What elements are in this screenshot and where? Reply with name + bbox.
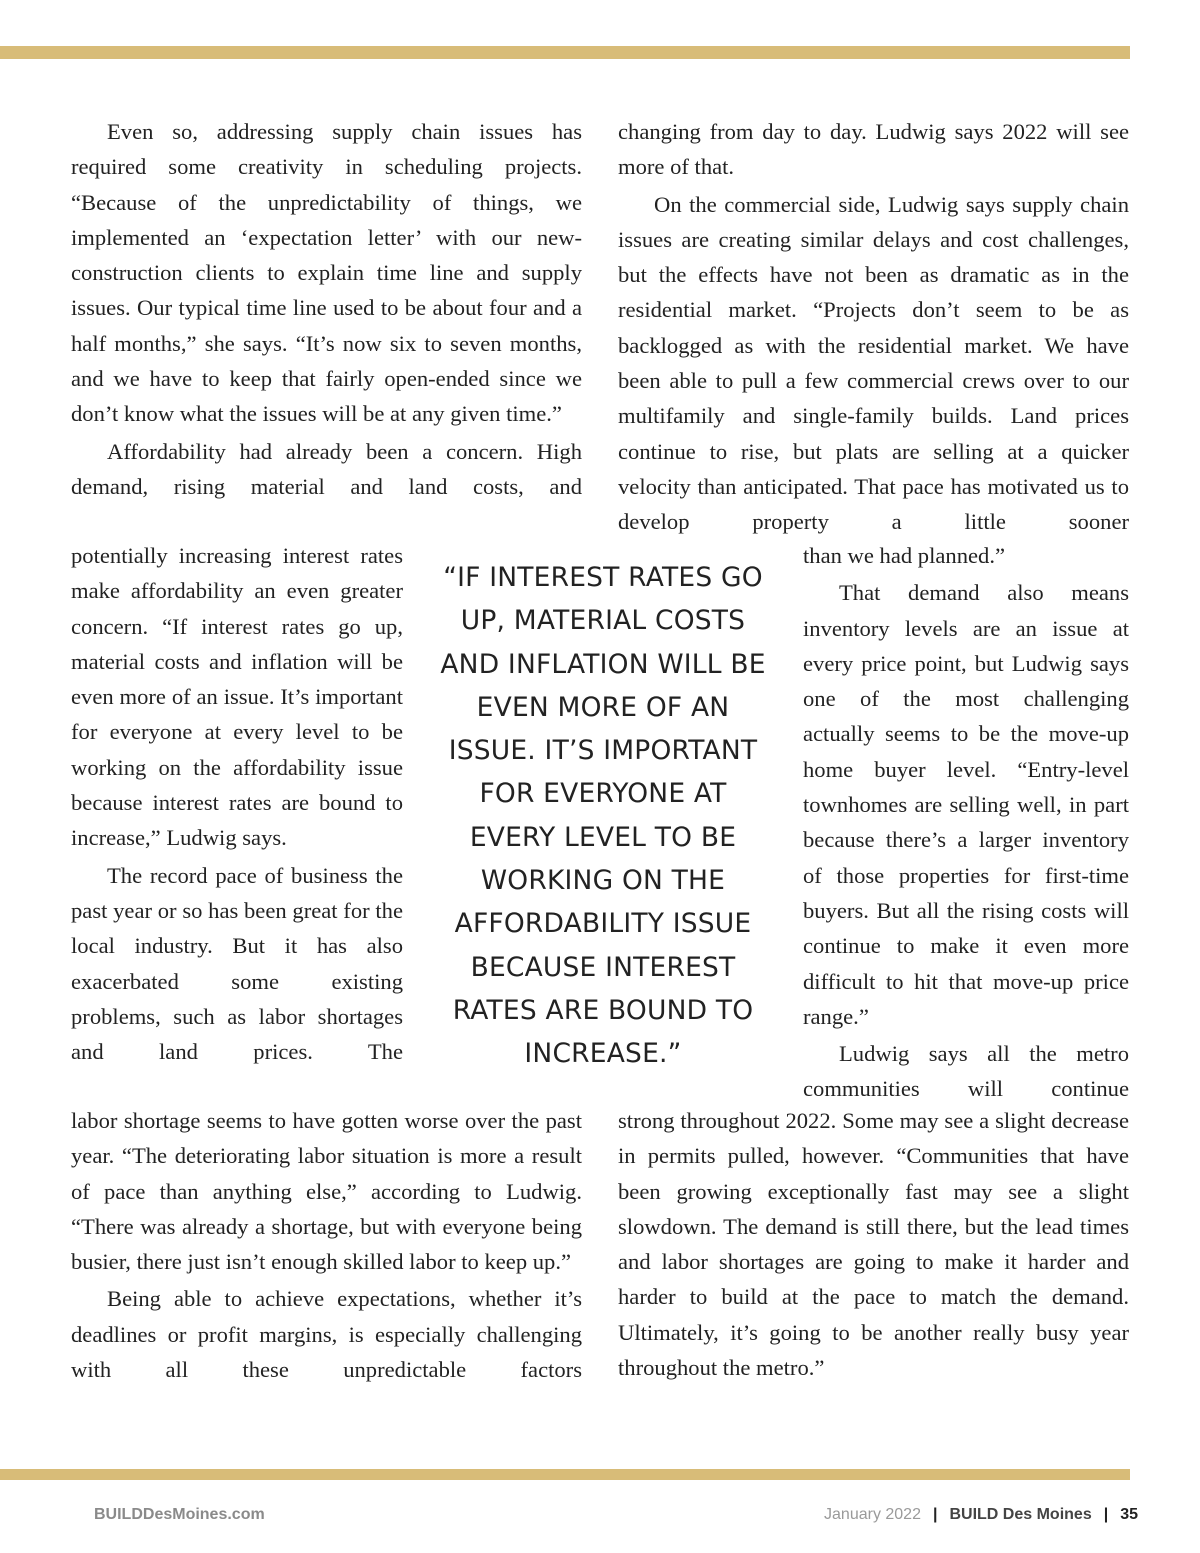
paragraph: That demand also means inventory levels are an issue at every price point, but Ludwig says one of the most challenging actually seems to be the move-up home buyer level. “Entry-level townhomes are selling well, in part because there’s a larger inventory of those properties for first-time buyers. But all the rising costs will continue to make it even more difficult to hit that move-up price range.” bbox=[803, 580, 1129, 1029]
left-column-top bbox=[71, 114, 582, 506]
right-column-top bbox=[618, 114, 1129, 542]
footer-website: BUILDDesMoines.com bbox=[94, 1506, 265, 1523]
left-column-narrow bbox=[71, 538, 403, 1071]
paragraph: changing from day to day. Ludwig says 2022 will see more of that. bbox=[618, 119, 1129, 180]
footer-right bbox=[824, 1506, 1138, 1524]
footer-separator: | bbox=[932, 1506, 938, 1523]
paragraph: The record pace of business the past year or so has been great for the local industry. But it has also exacerbated some existing problems, such as labor shortages and land prices. The bbox=[71, 862, 403, 1065]
bottom-gold-rule bbox=[0, 1469, 1130, 1480]
footer-date: January 2022 bbox=[824, 1506, 921, 1523]
pull-quote: “IF INTEREST RATES GO UP, MATERIAL COSTS AND INFLATION WILL BE EVEN MORE OF AN ISSUE. IT’S IMPORTANT FOR EVERYONE AT EVERY LEVEL TO BE WORKING ON THE AFFORDABILITY ISSUE BECAUSE INTEREST RATES ARE BOUND TO INCREASE.” bbox=[440, 562, 766, 1070]
paragraph: strong throughout 2022. Some may see a slight decrease in permits pulled, however. “Communities that have been growing exceptionally fast may see a slight slowdown. The demand is still there, but the lead times and labor shortages are going to make it harder and harder to build at the pace to match the demand. Ultimately, it’s going to be another really busy year throughout the metro.” bbox=[618, 1108, 1129, 1381]
paragraph: than we had planned.” bbox=[803, 543, 1006, 568]
right-column-bottom bbox=[618, 1103, 1129, 1387]
paragraph: Ludwig says all the metro communities will continue bbox=[803, 1041, 1129, 1102]
footer-separator: | bbox=[1103, 1506, 1109, 1523]
paragraph: labor shortage seems to have gotten worse over the past year. “The deteriorating labor situation is more a result of pace than anything else,” according to Ludwig. “There was already a shortage, but with everyone being busier, there just isn’t enough skilled labor to keep up.” bbox=[71, 1108, 582, 1275]
page-number: 35 bbox=[1120, 1506, 1138, 1523]
right-column-narrow bbox=[803, 538, 1129, 1109]
paragraph: On the commercial side, Ludwig says supply chain issues are creating similar delays and cost challenges, but the effects have not been as dramatic as in the residential market. “Projects don’t seem to be as backlogged as with the residential market. We have been able to pull a few commercial crews over to our multifamily and single-family builds. Land prices continue to rise, but plats are selling at a quicker velocity than anticipated. That pace has motivated us to develop property a little sooner bbox=[618, 191, 1129, 535]
left-column-bottom bbox=[71, 1103, 582, 1389]
paragraph: Being able to achieve expectations, whether it’s deadlines or profit margins, is especially challenging with all these unpredictable factors bbox=[71, 1286, 582, 1383]
paragraph: potentially increasing interest rates make affordability an even greater concern. “If interest rates go up, material costs and inflation will be even more of an issue. It’s important for everyone at every level to be working on the affordability issue because interest rates are bound to increase,” Ludwig says. bbox=[71, 543, 403, 851]
footer-publication: BUILD Des Moines bbox=[949, 1506, 1092, 1523]
paragraph: Affordability had already been a concern. High demand, rising material and land costs, and bbox=[71, 438, 582, 499]
top-gold-rule bbox=[0, 46, 1130, 59]
paragraph: Even so, addressing supply chain issues has required some creativity in scheduling projects. “Because of the unpredictability of things, we implemented an ‘expectation letter’ with our new-construction clients to explain time line and supply issues. Our typical time line used to be about four and a half months,” she says. “It’s now six to seven months, and we have to keep that fairly open-ended since we don’t know what the issues will be at any given time.” bbox=[71, 119, 582, 427]
